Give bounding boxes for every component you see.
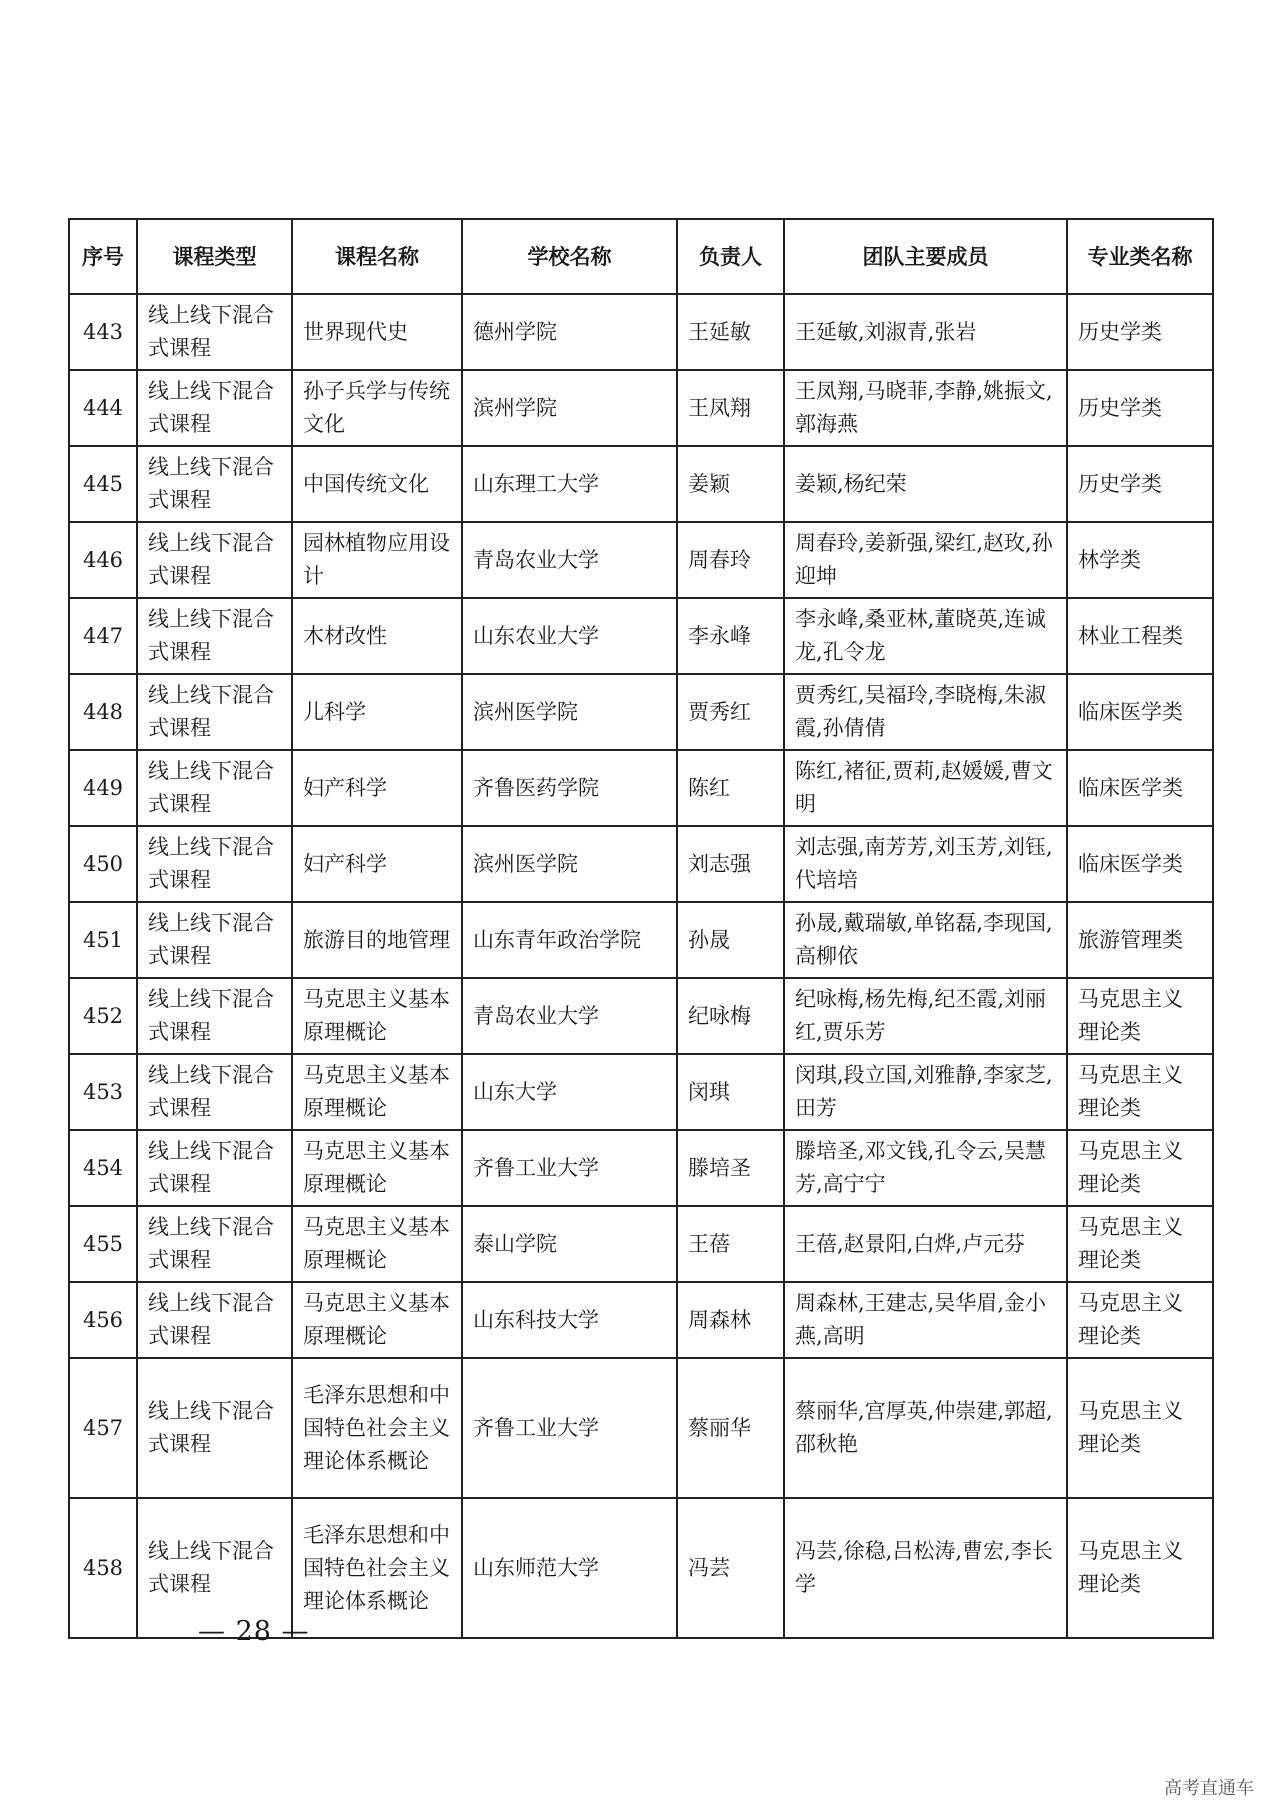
cell-category: 旅游管理类: [1067, 902, 1213, 978]
cell-leader: 贾秀红: [677, 674, 784, 750]
table-row: [69, 1282, 1213, 1358]
cell-school: 山东理工大学: [462, 446, 677, 522]
cell-leader: 李永峰: [677, 598, 784, 674]
cell-team: 冯芸,徐稳,吕松涛,曹宏,李长学: [784, 1498, 1067, 1638]
cell-seq: 453: [69, 1054, 137, 1130]
table-row: [69, 522, 1213, 598]
cell-school: 青岛农业大学: [462, 978, 677, 1054]
cell-school: 德州学院: [462, 294, 677, 370]
cell-category: 临床医学类: [1067, 826, 1213, 902]
cell-course-name: 马克思主义基本原理概论: [292, 978, 462, 1054]
cell-leader: 王蓓: [677, 1206, 784, 1282]
cell-course-name: 儿科学: [292, 674, 462, 750]
cell-school: 山东青年政治学院: [462, 902, 677, 978]
cell-leader: 姜颖: [677, 446, 784, 522]
header-course-type: 课程类型: [137, 219, 292, 294]
cell-course-type: 线上线下混合式课程: [137, 674, 292, 750]
cell-team: 蔡丽华,宫厚英,仲崇建,郭超,邵秋艳: [784, 1358, 1067, 1498]
cell-leader: 周春玲: [677, 522, 784, 598]
table-row: [69, 370, 1213, 446]
cell-school: 山东师范大学: [462, 1498, 677, 1638]
header-course-name: 课程名称: [292, 219, 462, 294]
cell-leader: 刘志强: [677, 826, 784, 902]
cell-category: 马克思主义理论类: [1067, 1130, 1213, 1206]
cell-seq: 456: [69, 1282, 137, 1358]
cell-course-name: 妇产科学: [292, 750, 462, 826]
cell-course-type: 线上线下混合式课程: [137, 1054, 292, 1130]
table-header-row: [69, 219, 1213, 294]
cell-school: 山东农业大学: [462, 598, 677, 674]
table-row: [69, 902, 1213, 978]
course-table: [68, 218, 1214, 1639]
cell-category: 临床医学类: [1067, 674, 1213, 750]
cell-team: 周森林,王建志,吴华眉,金小燕,高明: [784, 1282, 1067, 1358]
cell-seq: 458: [69, 1498, 137, 1638]
cell-team: 王蓓,赵景阳,白烨,卢元芬: [784, 1206, 1067, 1282]
cell-leader: 王凤翔: [677, 370, 784, 446]
cell-school: 滨州学院: [462, 370, 677, 446]
cell-seq: 457: [69, 1358, 137, 1498]
cell-leader: 冯芸: [677, 1498, 784, 1638]
cell-team: 滕培圣,邓文钱,孔令云,吴慧芳,高宁宁: [784, 1130, 1067, 1206]
cell-course-type: 线上线下混合式课程: [137, 446, 292, 522]
header-leader: 负责人: [677, 219, 784, 294]
cell-course-type: 线上线下混合式课程: [137, 1358, 292, 1498]
cell-course-name: 妇产科学: [292, 826, 462, 902]
cell-seq: 450: [69, 826, 137, 902]
cell-school: 齐鲁工业大学: [462, 1358, 677, 1498]
cell-team: 孙晟,戴瑞敏,单铭磊,李现国,高柳依: [784, 902, 1067, 978]
cell-seq: 446: [69, 522, 137, 598]
table-row: [69, 826, 1213, 902]
cell-leader: 纪咏梅: [677, 978, 784, 1054]
cell-seq: 449: [69, 750, 137, 826]
cell-school: 滨州医学院: [462, 826, 677, 902]
cell-category: 临床医学类: [1067, 750, 1213, 826]
cell-seq: 452: [69, 978, 137, 1054]
cell-category: 马克思主义理论类: [1067, 1054, 1213, 1130]
cell-course-type: 线上线下混合式课程: [137, 522, 292, 598]
cell-category: 林学类: [1067, 522, 1213, 598]
cell-course-name: 中国传统文化: [292, 446, 462, 522]
cell-course-name: 世界现代史: [292, 294, 462, 370]
cell-course-type: 线上线下混合式课程: [137, 1282, 292, 1358]
cell-course-name: 毛泽东思想和中国特色社会主义理论体系概论: [292, 1498, 462, 1638]
cell-seq: 454: [69, 1130, 137, 1206]
cell-course-name: 马克思主义基本原理概论: [292, 1206, 462, 1282]
cell-course-name: 旅游目的地管理: [292, 902, 462, 978]
table-row: [69, 598, 1213, 674]
cell-leader: 陈红: [677, 750, 784, 826]
cell-course-type: 线上线下混合式课程: [137, 294, 292, 370]
cell-team: 陈红,褚征,贾莉,赵媛媛,曹文明: [784, 750, 1067, 826]
cell-category: 马克思主义理论类: [1067, 978, 1213, 1054]
cell-seq: 451: [69, 902, 137, 978]
header-school-name: 学校名称: [462, 219, 677, 294]
table-row: [69, 1130, 1213, 1206]
table-row: [69, 1206, 1213, 1282]
cell-course-type: 线上线下混合式课程: [137, 1206, 292, 1282]
cell-team: 王凤翔,马晓菲,李静,姚振文,郭海燕: [784, 370, 1067, 446]
cell-team: 贾秀红,吴福玲,李晓梅,朱淑霞,孙倩倩: [784, 674, 1067, 750]
cell-seq: 443: [69, 294, 137, 370]
cell-school: 山东大学: [462, 1054, 677, 1130]
cell-team: 周春玲,姜新强,梁红,赵玫,孙迎坤: [784, 522, 1067, 598]
cell-category: 历史学类: [1067, 294, 1213, 370]
cell-team: 闵琪,段立国,刘雅静,李家芝,田芳: [784, 1054, 1067, 1130]
cell-course-name: 园林植物应用设计: [292, 522, 462, 598]
cell-course-type: 线上线下混合式课程: [137, 1498, 292, 1638]
cell-team: 王延敏,刘淑青,张岩: [784, 294, 1067, 370]
cell-school: 青岛农业大学: [462, 522, 677, 598]
cell-seq: 447: [69, 598, 137, 674]
cell-category: 历史学类: [1067, 370, 1213, 446]
cell-course-type: 线上线下混合式课程: [137, 750, 292, 826]
cell-leader: 蔡丽华: [677, 1358, 784, 1498]
cell-course-type: 线上线下混合式课程: [137, 978, 292, 1054]
cell-course-type: 线上线下混合式课程: [137, 598, 292, 674]
cell-seq: 455: [69, 1206, 137, 1282]
cell-school: 齐鲁医药学院: [462, 750, 677, 826]
page-number: — 28 —: [198, 1616, 310, 1647]
cell-category: 马克思主义理论类: [1067, 1206, 1213, 1282]
table-row: [69, 1054, 1213, 1130]
header-team-members: 团队主要成员: [784, 219, 1067, 294]
table-row: [69, 750, 1213, 826]
cell-team: 姜颖,杨纪荣: [784, 446, 1067, 522]
table-row: [69, 978, 1213, 1054]
cell-leader: 王延敏: [677, 294, 784, 370]
cell-team: 刘志强,南芳芳,刘玉芳,刘钰,代培培: [784, 826, 1067, 902]
cell-seq: 444: [69, 370, 137, 446]
cell-course-type: 线上线下混合式课程: [137, 370, 292, 446]
cell-category: 历史学类: [1067, 446, 1213, 522]
cell-leader: 孙晟: [677, 902, 784, 978]
cell-course-type: 线上线下混合式课程: [137, 826, 292, 902]
header-category: 专业类名称: [1067, 219, 1213, 294]
cell-course-name: 孙子兵学与传统文化: [292, 370, 462, 446]
cell-school: 齐鲁工业大学: [462, 1130, 677, 1206]
cell-school: 滨州医学院: [462, 674, 677, 750]
cell-course-name: 马克思主义基本原理概论: [292, 1130, 462, 1206]
table-row: [69, 674, 1213, 750]
watermark: 高考直通车: [1164, 1778, 1254, 1799]
cell-category: 马克思主义理论类: [1067, 1498, 1213, 1638]
cell-course-type: 线上线下混合式课程: [137, 1130, 292, 1206]
cell-leader: 闵琪: [677, 1054, 784, 1130]
cell-course-name: 毛泽东思想和中国特色社会主义理论体系概论: [292, 1358, 462, 1498]
cell-seq: 448: [69, 674, 137, 750]
cell-leader: 滕培圣: [677, 1130, 784, 1206]
cell-leader: 周森林: [677, 1282, 784, 1358]
header-seq: 序号: [69, 219, 137, 294]
cell-team: 纪咏梅,杨先梅,纪丕霞,刘丽红,贾乐芳: [784, 978, 1067, 1054]
table-row: [69, 1358, 1213, 1498]
cell-course-name: 马克思主义基本原理概论: [292, 1054, 462, 1130]
cell-school: 山东科技大学: [462, 1282, 677, 1358]
cell-course-name: 马克思主义基本原理概论: [292, 1282, 462, 1358]
cell-category: 马克思主义理论类: [1067, 1358, 1213, 1498]
cell-course-type: 线上线下混合式课程: [137, 902, 292, 978]
cell-course-name: 木材改性: [292, 598, 462, 674]
cell-category: 林业工程类: [1067, 598, 1213, 674]
cell-school: 泰山学院: [462, 1206, 677, 1282]
cell-category: 马克思主义理论类: [1067, 1282, 1213, 1358]
cell-team: 李永峰,桑亚林,董晓英,连诚龙,孔令龙: [784, 598, 1067, 674]
table-row: [69, 446, 1213, 522]
cell-seq: 445: [69, 446, 137, 522]
table-row: [69, 294, 1213, 370]
